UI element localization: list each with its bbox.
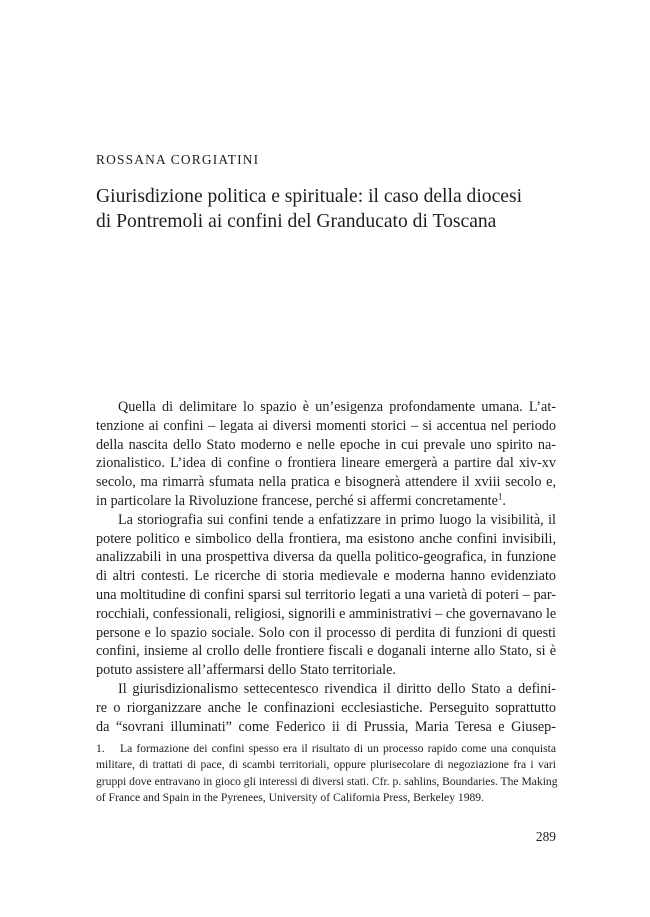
body-line: rocchiali, confessionali, religiosi, signorili e amministrativi – che governavano le xyxy=(96,605,557,622)
body-line: potuto assistere all’affermarsi dello Stato territoriale. xyxy=(96,662,396,679)
body-line: di altri contesti. Le ricerche di storia medievale e moderna hanno evidenziato xyxy=(96,568,556,585)
body-line: persone e lo spazio sociale. Solo con il processo di perdita di funzioni di questi xyxy=(96,624,556,641)
body-line: in particolare la Rivoluzione francese, perché si affermi concretamente$^1$. xyxy=(96,491,506,509)
footnote-number: 1. xyxy=(96,742,105,755)
footnote-line: militare, di trattati di pace, di scambi territoriali, oppure plurisecolare di negoziazione fra i vari xyxy=(96,758,556,772)
body-line: analizzabili in una prospettiva diversa da quella politico-geografica, in funzione xyxy=(96,549,556,566)
page-number: 289 xyxy=(535,829,556,844)
body-line: da “sovrani illuminati” come Federico ii di Prussia, Maria Teresa e Giusep- xyxy=(96,718,556,735)
body-line: una moltitudine di confini sparsi sul territorio legati a una varietà di poteri – par- xyxy=(96,586,556,603)
body-line: zionalistico. L’idea di confine o frontiera lineare emergerà a partire dal xiv-xv xyxy=(96,455,556,472)
paragraph-1 xyxy=(96,398,556,511)
article-body xyxy=(96,398,556,736)
body-line: della nascita dello Stato moderno e nelle epoche in cui prevale uno spirito na- xyxy=(96,436,556,453)
body-line: re o riorganizzare anche le confinazioni ecclesiastiche. Perseguito soprattutto xyxy=(96,699,556,716)
body-line: secolo, ma rimarrà sfumata nella pratica e bisognerà attendere il xviii secolo e, xyxy=(96,474,556,491)
body-line: Quella di delimitare lo spazio è un’esigenza profondamente umana. L’at- xyxy=(118,399,556,415)
title-line: di Pontremoli ai confini del Granducato di Toscana xyxy=(96,211,497,232)
body-line: La storiografia sui confini tende a enfatizzare in primo luogo la visibilità, il xyxy=(118,511,556,528)
footnote-line: of France and Spain in the Pyrenees, University of California Press, Berkeley 1989. xyxy=(96,791,484,805)
footnote-line xyxy=(96,741,556,757)
body-line: potere politico e simbolico della frontiera, ma esistono anche confini invisibili, xyxy=(96,530,556,547)
body-line: Il giurisdizionalismo settecentesco rivendica il diritto dello Stato a defini- xyxy=(118,680,556,697)
footnote-block xyxy=(96,741,556,807)
paragraph-3 xyxy=(96,680,556,736)
body-line-text: in particolare la Rivoluzione francese, perché si affermi concretamente xyxy=(96,492,498,509)
article-title xyxy=(96,184,566,234)
body-line: confini, insieme al crollo delle frontiere fiscali e doganali interne allo Stato, si è xyxy=(96,643,556,660)
footnote-text: La formazione dei confini spesso era il risultato di un processo rapido come una conquista xyxy=(120,742,556,755)
title-line: Giurisdizione politica e spirituale: il caso della diocesi xyxy=(96,186,523,207)
body-line: tenzione ai confini – legata ai diversi momenti storici – si accentua nel periodo xyxy=(96,417,556,434)
paragraph-2 xyxy=(96,511,556,680)
author-name: ROSSANA CORGIATINI xyxy=(96,152,260,167)
footnote-reference[interactable]: 1 xyxy=(497,491,503,502)
footnote-line: gruppi dove entravano in gioco gli interessi di diversi stati. Cfr. p. sahlins, Boundaries. The Making xyxy=(96,774,558,788)
